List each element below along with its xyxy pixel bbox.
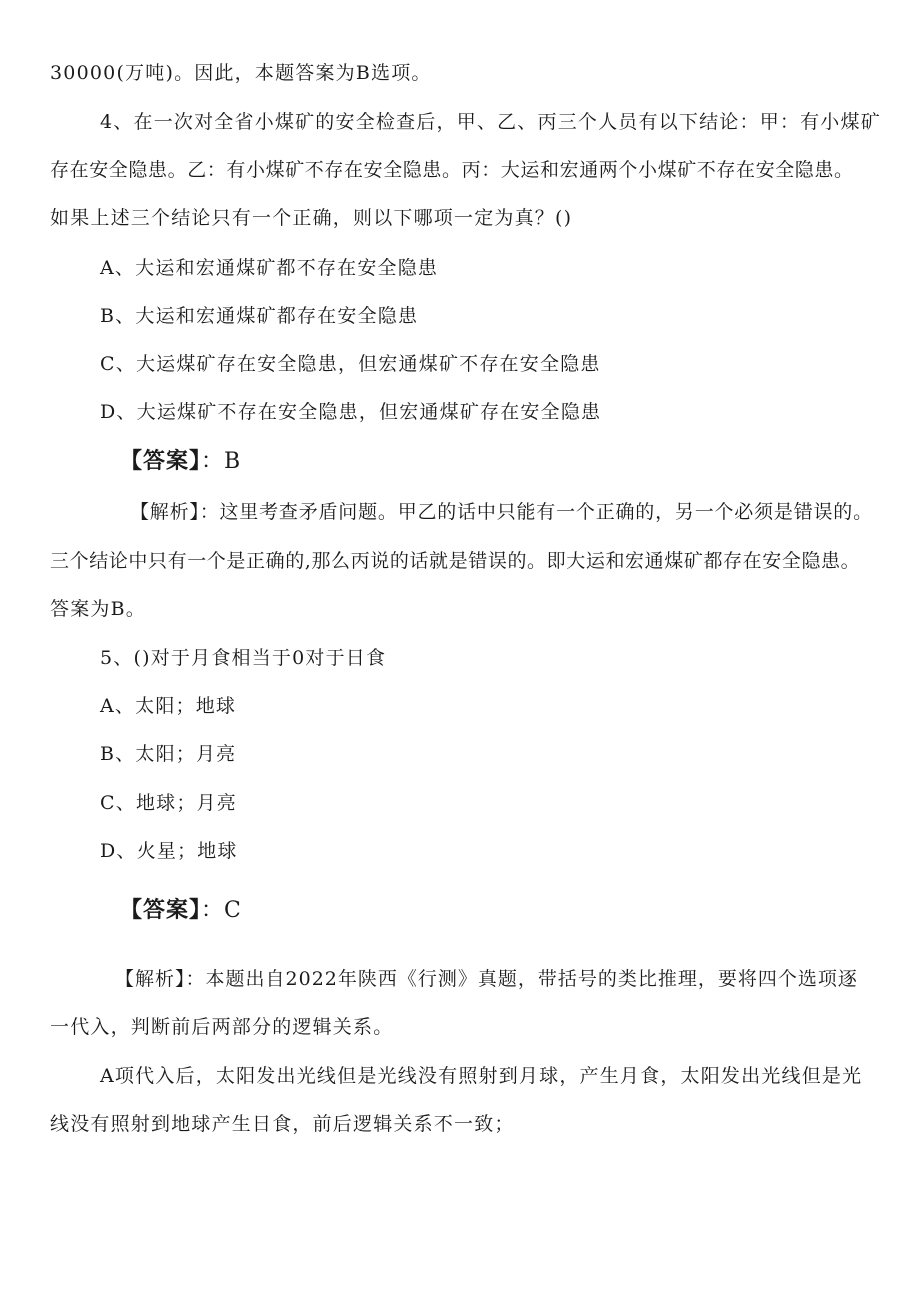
question-5-explanation (115, 966, 858, 992)
question-4-answer (120, 449, 241, 475)
question-4-stem-cont: 如果上述三个结论只有一个正确，则以下哪项一定为真？() (50, 207, 573, 229)
answer-label: 【答案】 (120, 898, 202, 923)
question-4-stem: 4、在一次对全省小煤矿的安全检查后，甲、乙、丙三个人员有以下结论：甲：有小煤矿 (100, 111, 881, 133)
question-5-analysis-cont: 线没有照射到地球产生日食，前后逻辑关系不一致； (50, 1113, 515, 1135)
question-5-analysis: A项代入后，太阳发出光线但是光线没有照射到月球，产生月食，太阳发出光线但是光 (100, 1065, 863, 1087)
explanation-label: 【解析】 (115, 968, 186, 990)
question-4-option-c: C、大运煤矿存在安全隐患，但宏通煤矿不存在安全隐患 (100, 353, 601, 375)
question-5-option-c: C、地球；月亮 (100, 792, 237, 814)
question-4-explanation-cont: 三个结论中只有一个是正确的,那么丙说的话就是错误的。即大运和宏通煤矿都存在安全隐患。 (50, 550, 861, 572)
question-4-option-b: B、大运和宏通煤矿都存在安全隐患 (100, 305, 419, 327)
question-4-option-d: D、大运煤矿不存在安全隐患，但宏通煤矿存在安全隐患 (100, 401, 602, 423)
question-4-explanation-cont: 答案为B。 (50, 598, 146, 620)
question-4-stem-cont: 存在安全隐患。乙：有小煤矿不存在安全隐患。丙：大运和宏通两个小煤矿不存在安全隐患。 (50, 159, 854, 181)
text-line: 30000(万吨)。因此，本题答案为B选项。 (50, 62, 432, 84)
question-5-option-d: D、火星；地球 (100, 840, 238, 862)
answer-value: ：B (201, 449, 242, 474)
explanation-label: 【解析】 (130, 501, 200, 523)
question-5-option-a: A、太阳；地球 (100, 695, 237, 717)
question-4-explanation (130, 499, 873, 525)
question-5-stem: 5、()对于月食相当于0对于日食 (100, 647, 387, 669)
explanation-text: ：这里考查矛盾问题。甲乙的话中只能有一个正确的，另一个必须是错误的。 (199, 501, 873, 523)
question-5-option-b: B、太阳；月亮 (100, 743, 237, 765)
explanation-text: ：本题出自2022年陕西《行测》真题，带括号的类比推理，要将四个选项逐 (185, 968, 858, 990)
question-5-answer (120, 898, 242, 924)
answer-label: 【答案】 (120, 449, 202, 474)
question-4-option-a: A、大运和宏通煤矿都不存在安全隐患 (100, 257, 439, 279)
question-5-explanation-cont: 一代入，判断前后两部分的逻辑关系。 (50, 1016, 394, 1038)
answer-value: ：C (201, 898, 242, 923)
